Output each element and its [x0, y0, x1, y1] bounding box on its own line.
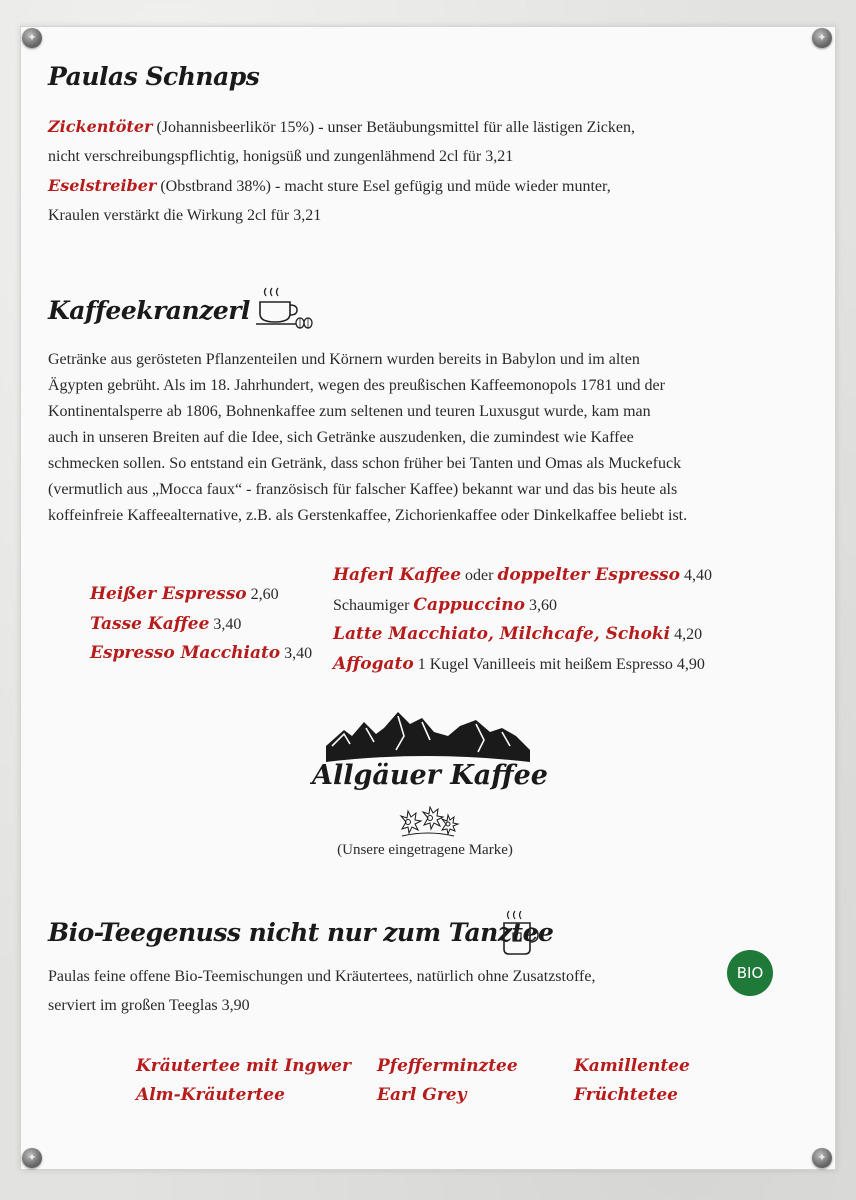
schnaps-item-line	[48, 119, 635, 136]
menu-item	[333, 620, 712, 650]
drink-name: doppelter Espresso	[497, 565, 680, 585]
section-title-tee: Bio-Teegenuss nicht nur zum Tanztee	[48, 918, 554, 947]
drink-connector: oder	[461, 567, 498, 584]
drink-name: Cappuccino	[413, 594, 525, 615]
drink-description: (Obstbrand 38%) - macht sture Esel gefügig und müde wieder munter,	[156, 178, 611, 195]
tea-glass-icon	[500, 910, 540, 956]
menu-item	[333, 561, 712, 591]
menu-item	[90, 610, 312, 640]
drink-name: Latte Macchiato, Milchcafe, Schoki	[333, 624, 671, 644]
schnaps-item	[48, 112, 635, 230]
description-line: Ägypten gebrüht. Als im 18. Jahrhundert, wegen des preußischen Kaffeemonopols 1781 und der	[48, 377, 665, 394]
menu-item	[333, 650, 712, 680]
description-line: Getränke aus gerösteten Pflanzenteilen und Körnern wurden bereits in Babylon und im alten	[48, 351, 640, 368]
drink-description: nicht verschreibungspflichtig, honigsüß und zungenlähmend 2cl für 3,21	[48, 148, 514, 165]
description-line: Paulas feine offene Bio-Teemischungen und Kräutertees, natürlich ohne Zusatzstoffe,	[48, 968, 596, 985]
bio-badge: BIO	[727, 950, 773, 996]
screw-icon	[22, 1148, 42, 1168]
drink-price: 3,60	[524, 596, 557, 614]
drink-name: Zickentöter	[48, 117, 153, 136]
drink-price: 3,40	[280, 645, 313, 662]
description-line: serviert im großen Teeglas 3,90	[48, 997, 250, 1014]
tea-variety: Pfefferminztee	[377, 1056, 518, 1076]
tea-variety: Alm-Kräutertee	[136, 1085, 285, 1105]
drink-name: Tasse Kaffee	[90, 613, 210, 634]
drink-name: Haferl Kaffee	[333, 565, 462, 585]
menu-item	[333, 591, 712, 621]
drink-price: 4,20	[670, 626, 703, 643]
drink-prefix: Schaumiger	[333, 596, 414, 614]
drink-name: Heißer Espresso	[90, 584, 247, 604]
description-line: schmecken sollen. So entstand ein Getränk, dass schon früher bei Tanten und Omas als Muckefuck	[48, 455, 682, 472]
description-line: auch in unseren Breiten auf die Idee, sich Getränke auszudenken, die zumindest wie Kaffee	[48, 429, 634, 446]
tea-variety: Kamillentee	[574, 1056, 690, 1076]
tee-description	[48, 962, 595, 1020]
coffee-cup-icon	[254, 286, 314, 332]
coffee-list-left	[90, 580, 312, 669]
screw-icon	[22, 28, 42, 48]
section-title-schnaps: Paulas Schnaps	[48, 62, 260, 91]
coffee-list-right	[333, 561, 712, 679]
edelweiss-icon	[392, 806, 464, 838]
section-title-kaffee: Kaffeekranzerl	[48, 296, 250, 325]
drink-price: 1 Kugel Vanilleeis mit heißem Espresso 4,90	[413, 655, 705, 673]
description-line: koffeinfreie Kaffeealternative, z.B. als Gerstenkaffee, Zichorienkaffee oder Dinkelkaffee beliebt ist.	[48, 507, 688, 524]
drink-price: 4,40	[679, 567, 712, 584]
mountains-icon	[326, 706, 530, 768]
drink-description: (Johannisbeerlikör 15%) - unser Betäubungsmittel für alle lästigen Zicken,	[152, 119, 635, 136]
tea-variety: Earl Grey	[377, 1085, 467, 1105]
schnaps-item-line	[48, 178, 611, 195]
description-line: Kontinentalsperre ab 1806, Bohnenkaffee zum seltenen und teuren Luxusgut wurde, kam man	[48, 403, 651, 420]
menu-item	[90, 580, 312, 610]
drink-price: 2,60	[246, 586, 279, 603]
menu-item	[90, 639, 312, 669]
brand-title: Allgäuer Kaffee	[312, 760, 548, 791]
screw-icon	[812, 1148, 832, 1168]
drink-name: Affogato	[333, 653, 414, 674]
description-line: (vermutlich aus „Mocca faux“ - französisch für falscher Kaffee) bekannt war und das bis heute als	[48, 481, 678, 498]
drink-name: Espresso Macchiato	[90, 643, 281, 663]
tea-variety: Früchtetee	[574, 1085, 678, 1105]
drink-price: 3,40	[209, 615, 242, 633]
screw-icon	[812, 28, 832, 48]
tea-variety: Kräutertee mit Ingwer	[136, 1056, 351, 1076]
kaffee-description	[48, 347, 798, 529]
brand-subtitle: (Unsere eingetragene Marke)	[337, 842, 513, 858]
drink-name: Eselstreiber	[48, 176, 157, 195]
drink-description: Kraulen verstärkt die Wirkung 2cl für 3,21	[48, 207, 322, 224]
